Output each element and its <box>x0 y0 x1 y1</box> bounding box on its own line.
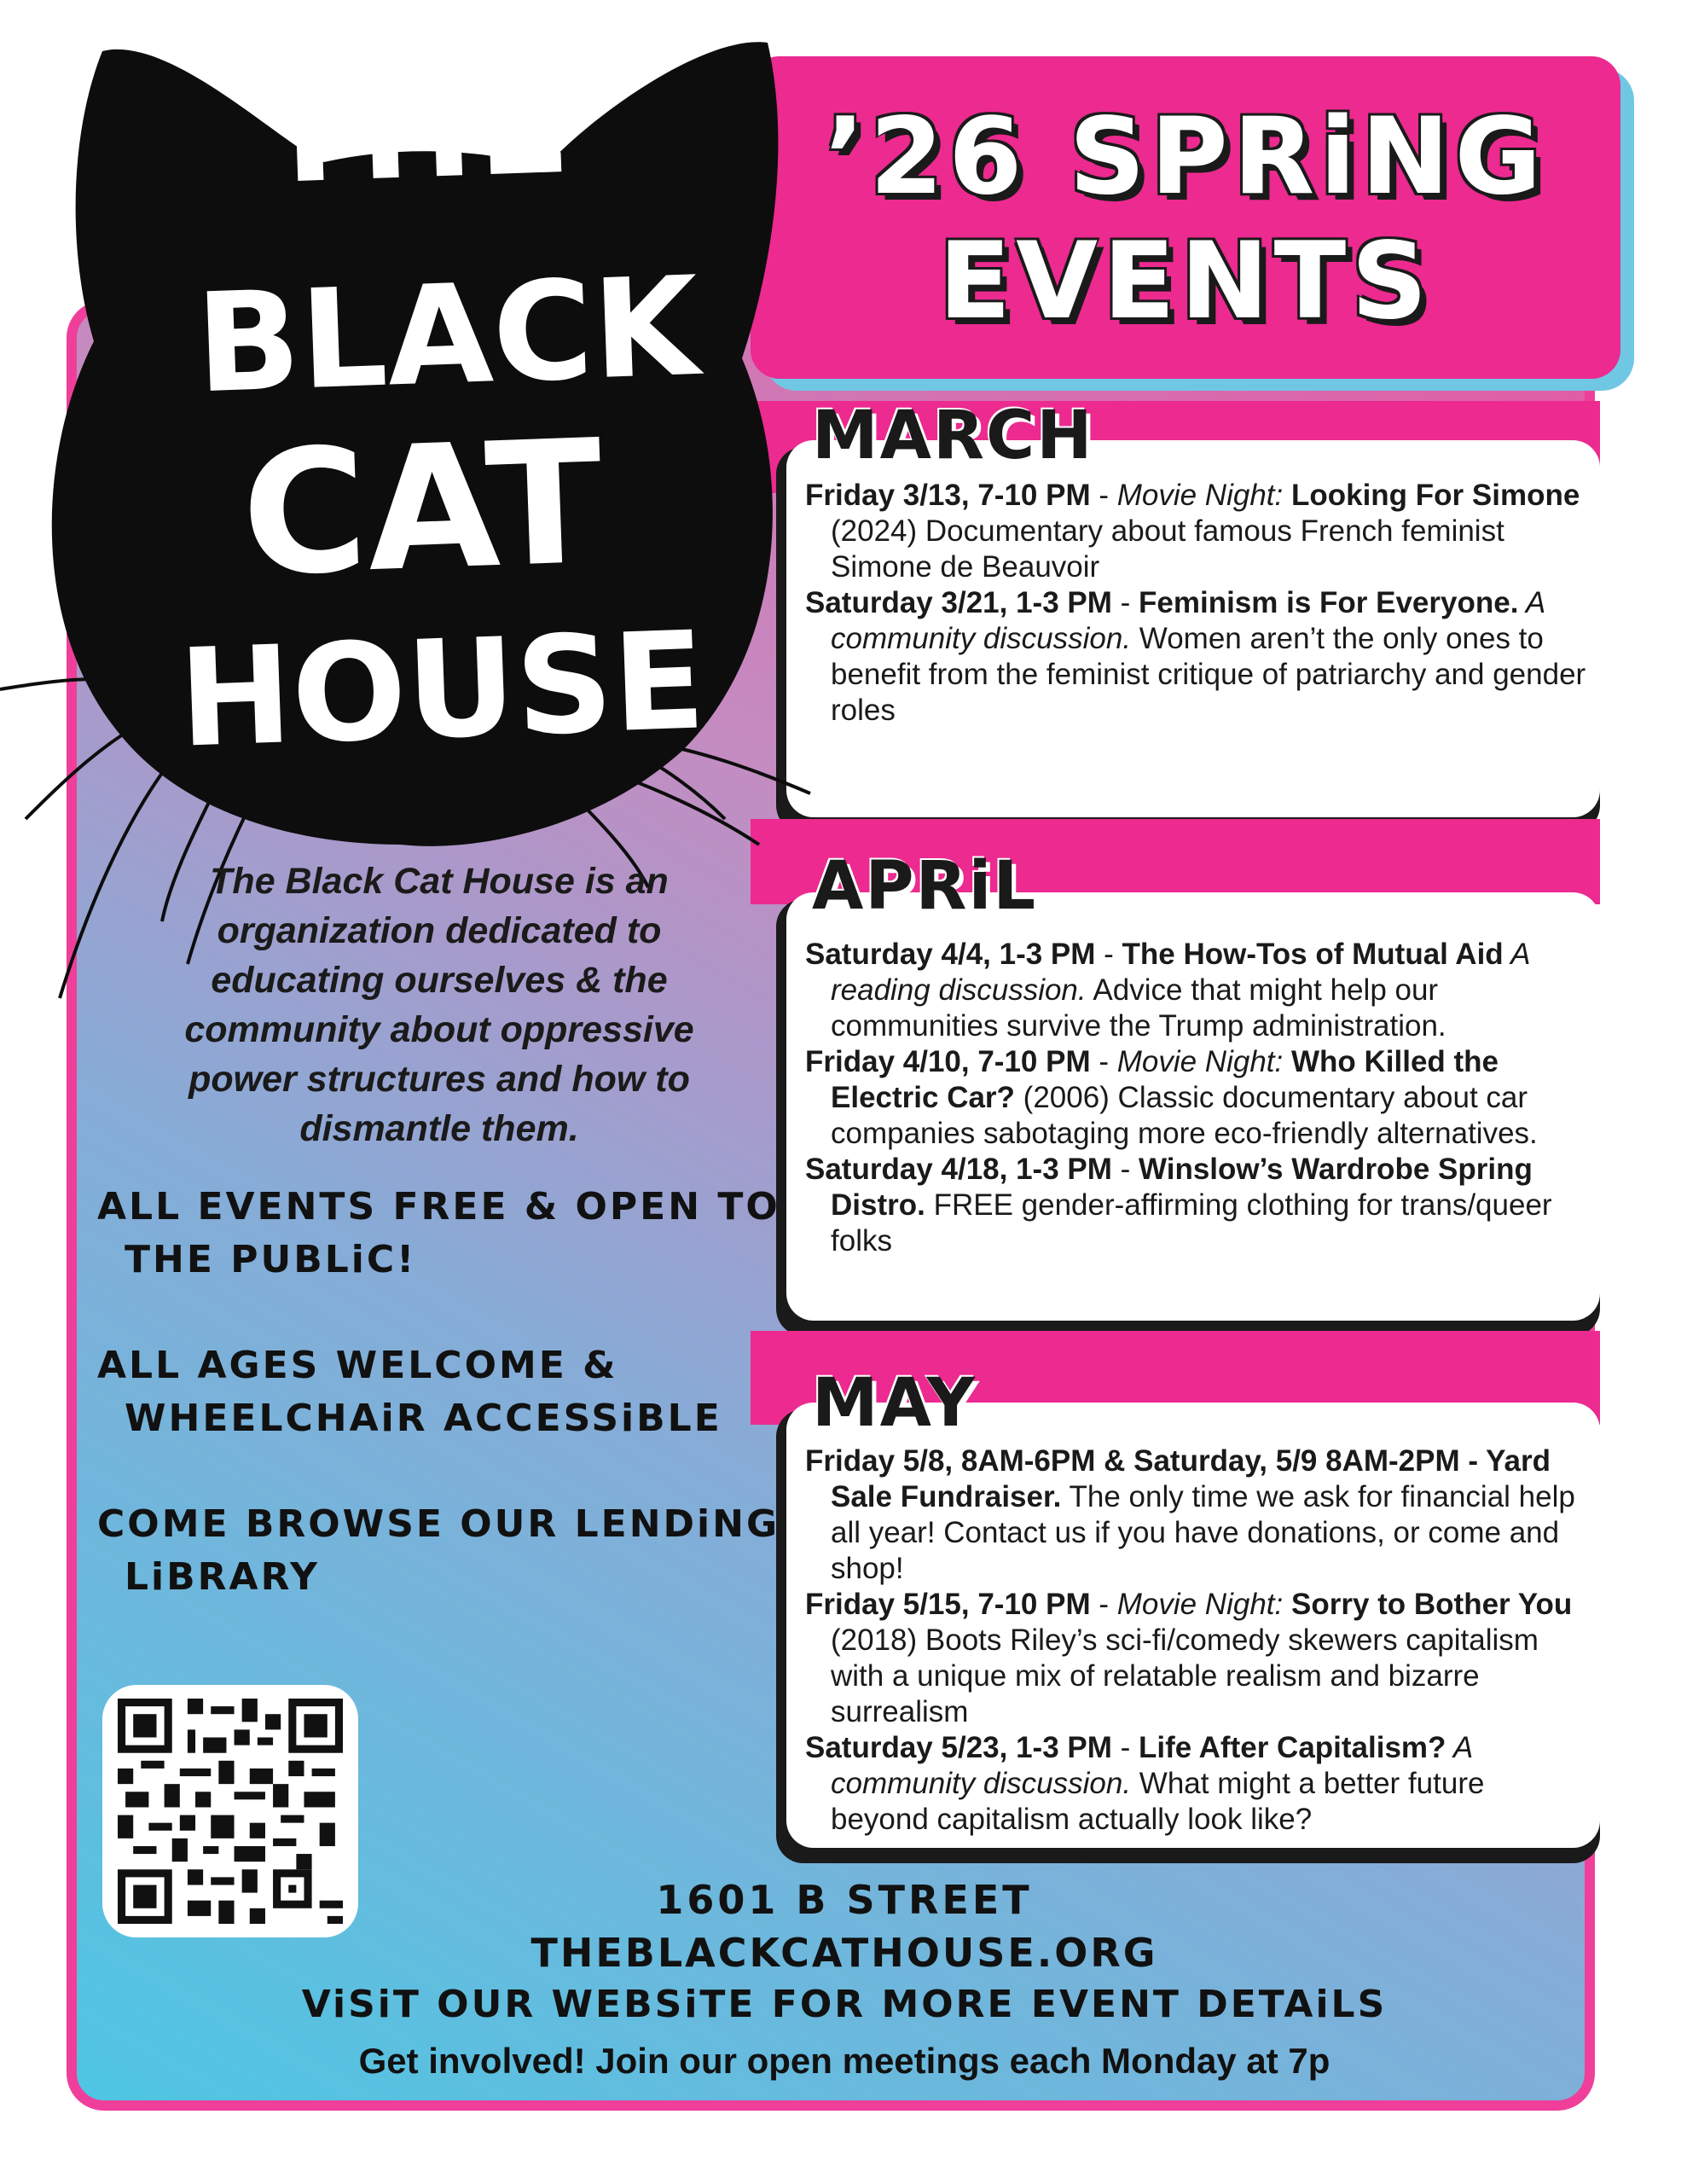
logo-the: THE <box>259 44 577 215</box>
month-title-march: MARCH <box>812 398 1094 474</box>
month-title-may: MAY <box>812 1365 977 1442</box>
event-item: Saturday 4/18, 1-3 PM - Winslow’s Wardrobe Spring Distro. FREE gender-affirming clothing for trans/queer folks <box>805 1153 1552 1258</box>
library-heading: COME BROWSE OUR LENDiNG LiBRARY <box>97 1502 780 1599</box>
free-open-heading: ALL EVENTS FREE & OPEN TO THE PUBLiC! <box>97 1185 780 1281</box>
logo-house: HOUSE <box>176 602 708 778</box>
event-item: Saturday 5/23, 1-3 PM - Life After Capitalism? A community discussion. What might a better future beyond capitalism actually look like? <box>805 1731 1485 1836</box>
header-title-line1: ’26 SPRiNG <box>824 96 1547 218</box>
event-item: Saturday 3/21, 1-3 PM - Feminism is For Everyone. A community discussion. Women aren’t the only ones to benefit from the feminist critique of patriarchy and gender roles <box>805 586 1586 727</box>
may-events <box>805 1443 1590 1838</box>
header-title-line2: EVENTS <box>938 220 1433 343</box>
address: 1601 B STREET <box>656 1877 1033 1923</box>
website-link[interactable]: THEBLACKCATHOUSE.ORG <box>530 1930 1158 1976</box>
mission-statement: The Black Cat House is an organization dedicated to educating ourselves & the community about oppressive power structures and how to dismantle them. <box>184 861 694 1149</box>
visit-website-text: ViSiT OUR WEBSiTE FOR MORE EVENT DETAiLS <box>301 1983 1388 2026</box>
april-events <box>805 937 1590 1259</box>
month-title-april: APRiL <box>812 848 1038 925</box>
event-item: Friday 5/8, 8AM-6PM & Saturday, 5/9 8AM-2PM - Yard Sale Fundraiser. The only time we ask for financial help all year! Contact us if you have donations, or come and shop! <box>805 1444 1575 1585</box>
march-events <box>805 478 1590 729</box>
accessibility-heading: ALL AGES WELCOME & WHEELCHAiR ACCESSiBLE <box>97 1344 722 1440</box>
event-item: Friday 3/13, 7-10 PM - Movie Night: Looking For Simone (2024) Documentary about famous French feminist Simone de Beauvoir <box>805 479 1580 584</box>
logo-black: BLACK <box>193 246 702 424</box>
event-item: Friday 5/15, 7-10 PM - Movie Night: Sorry to Bother You (2018) Boots Riley’s sci-fi/comedy skewers capitalism with a unique mix of relatable realism and bizarre surrealism <box>805 1588 1573 1728</box>
logo-cat: CAT <box>238 403 606 615</box>
event-item: Friday 4/10, 7-10 PM - Movie Night: Who Killed the Electric Car? (2006) Classic documentary about car companies sabotaging more eco-friendly alternatives. <box>805 1045 1538 1150</box>
meetings-text: Get involved! Join our open meetings each Monday at 7p <box>358 2041 1330 2081</box>
event-item: Saturday 4/4, 1-3 PM - The How-Tos of Mutual Aid A reading discussion. Advice that might help our communities survive the Trump administration. <box>805 938 1530 1043</box>
